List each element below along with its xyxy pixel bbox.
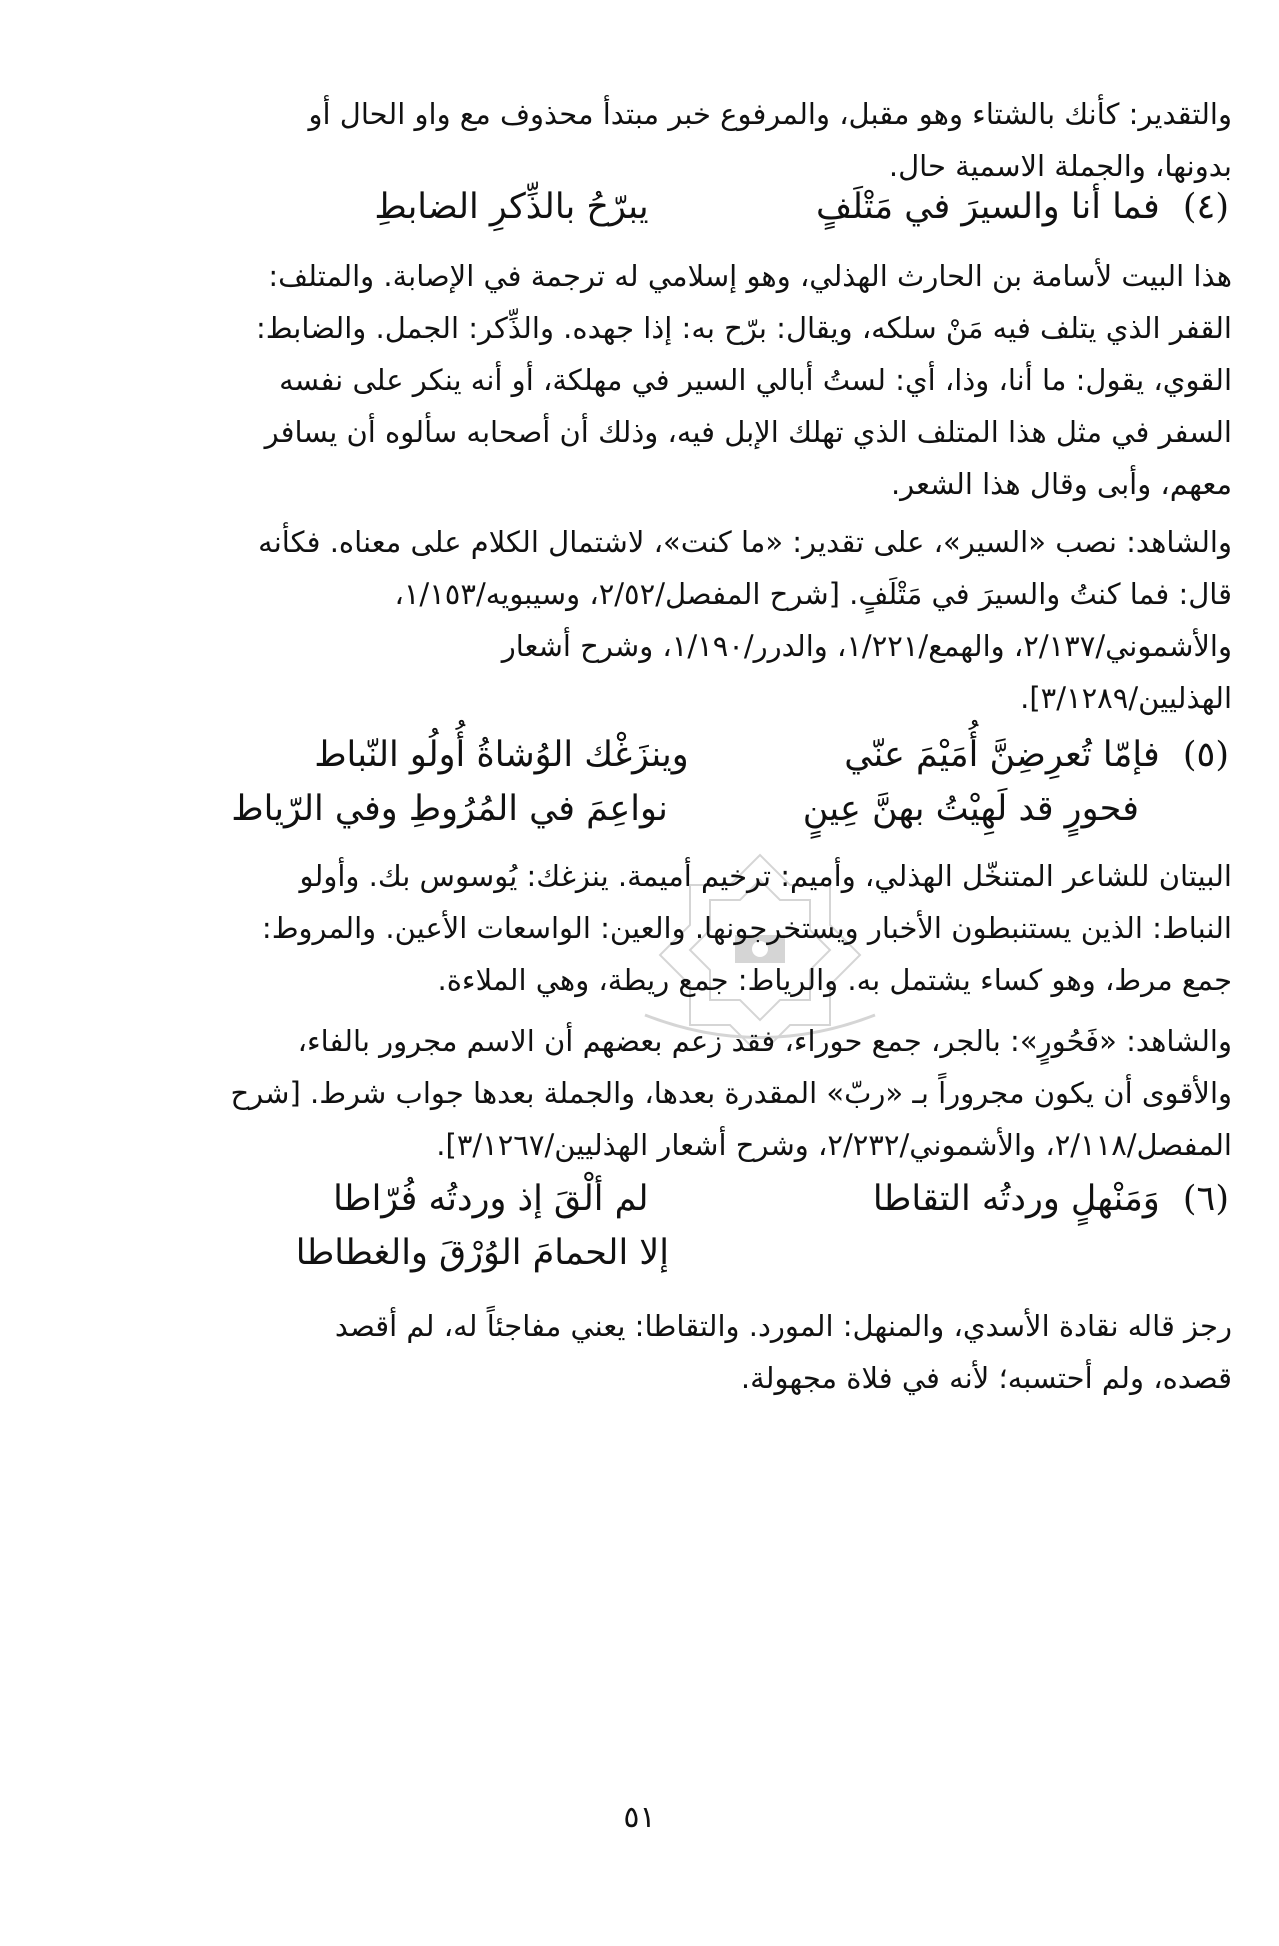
- verse-second-hemistich: نواعِمَ في المُرُوطِ وفي الرّياط: [231, 789, 668, 829]
- paragraph-commentary-verse-5: [112, 850, 1232, 1006]
- text-line: قصده، ولم أحتسبه؛ لأنه في فلاة مجهولة.: [740, 1361, 1232, 1395]
- verse-number: (٥): [1182, 735, 1229, 775]
- verse-third-line: إلا الحمامَ الوُرْقَ والغطاطا: [295, 1233, 669, 1273]
- text-line: هذا البيت لأسامة بن الحارث الهذلي، وهو إسلامي له ترجمة في الإصابة. والمتلف:: [268, 259, 1232, 293]
- verse-4: [109, 180, 1229, 234]
- paragraph-taqdir: [112, 88, 1232, 192]
- text-line: بدونها، والجملة الاسمية حال.: [888, 149, 1232, 183]
- text-line: القوي، يقول: ما أنا، وذا، أي: لستُ أبالي السير في مهلكة، أو أنه ينكر على نفسه: [279, 363, 1232, 397]
- paragraph-shahid-verse-4: [112, 516, 1232, 724]
- verse-first-hemistich: وَمَنْهلٍ وردتُه التقاطا: [872, 1179, 1160, 1219]
- text-line: والأشموني/٢/١٣٧، والهمع/١/٢٢١، والدرر/١/١٩٠، وشرح أشعار: [501, 629, 1232, 663]
- text-line: جمع مرط، وهو كساء يشتمل به. والرياط: جمع ريطة، وهي الملاءة.: [437, 963, 1232, 997]
- verse-line: [109, 1172, 1229, 1226]
- verse-second-hemistich: وينزَغْك الوُشاةُ أُولُو النّباط: [314, 735, 689, 775]
- verse-line: [109, 782, 1229, 836]
- text-line: والتقدير: كأنك بالشتاء وهو مقبل، والمرفوع خبر مبتدأ محذوف مع واو الحال أو: [308, 97, 1232, 131]
- text-line: البيتان للشاعر المتنخّل الهذلي، وأميم: ترخيم أميمة. ينزغك: يُوسوس بك. وأولو: [299, 859, 1232, 893]
- text-line: والشاهد: «فَحُورٍ»: بالجر، جمع حوراء، فقد زعم بعضهم أن الاسم مجرور بالفاء،: [297, 1024, 1232, 1058]
- verse-5: [109, 728, 1229, 836]
- paragraph-commentary-verse-4: [112, 250, 1232, 510]
- verse-second-hemistich: يبرّحُ بالذِّكرِ الضابطِ: [374, 187, 649, 227]
- verse-number: (٤): [1182, 187, 1229, 227]
- text-line: المفصل/٢/١١٨، والأشموني/٢/٢٣٢، وشرح أشعار الهذليين/٣/١٢٦٧].: [436, 1128, 1232, 1162]
- verse-number: (٦): [1182, 1179, 1229, 1219]
- verse-first-hemistich: فما أنا والسيرَ في مَتْلَفٍ: [816, 187, 1160, 227]
- verse-first-hemistich: فحورٍ قد لَهِيْتُ بهنَّ عِينٍ: [802, 789, 1139, 829]
- text-line: القفر الذي يتلف فيه مَنْ سلكه، ويقال: برّح به: إذا جهده. والذِّكر: الجمل. والضابط:: [256, 311, 1232, 345]
- paragraph-shahid-verse-5: [112, 1015, 1232, 1171]
- verse-second-hemistich: لم ألْقَ إذ وردتُه فُرّاطا: [333, 1179, 649, 1219]
- page-number: ٥١: [623, 1800, 656, 1835]
- text-line: الهذليين/٣/١٢٨٩].: [1020, 681, 1232, 715]
- text-line: رجز قاله نقادة الأسدي، والمنهل: المورد. والتقاطا: يعني مفاجئاً له، لم أقصد: [334, 1309, 1232, 1343]
- verse-line: [109, 728, 1229, 782]
- verse-line: [109, 1226, 1229, 1280]
- text-line: والشاهد: نصب «السير»، على تقدير: «ما كنت»، لاشتمال الكلام على معناه. فكأنه: [258, 525, 1232, 559]
- text-line: والأقوى أن يكون مجروراً بـ «ربّ» المقدرة بعدها، والجملة بعدها جواب شرط. [شرح: [230, 1076, 1232, 1110]
- text-line: معهم، وأبى وقال هذا الشعر.: [890, 467, 1232, 501]
- verse-first-hemistich: فإمّا تُعرِضِنَّ أُمَيْمَ عنّي: [844, 735, 1160, 775]
- text-line: النباط: الذين يستنبطون الأخبار ويستخرجونها. والعين: الواسعات الأعين. والمروط:: [261, 911, 1232, 945]
- text-line: السفر في مثل هذا المتلف الذي تهلك الإبل فيه، وذلك أن أصحابه سألوه أن يسافر: [264, 415, 1232, 449]
- text-line: قال: فما كنتُ والسيرَ في مَتْلَفٍ. [شرح المفصل/٢/٥٢، وسيبويه/١/١٥٣،: [394, 577, 1232, 611]
- paragraph-commentary-verse-6: [112, 1300, 1232, 1404]
- verse-6: [109, 1172, 1229, 1280]
